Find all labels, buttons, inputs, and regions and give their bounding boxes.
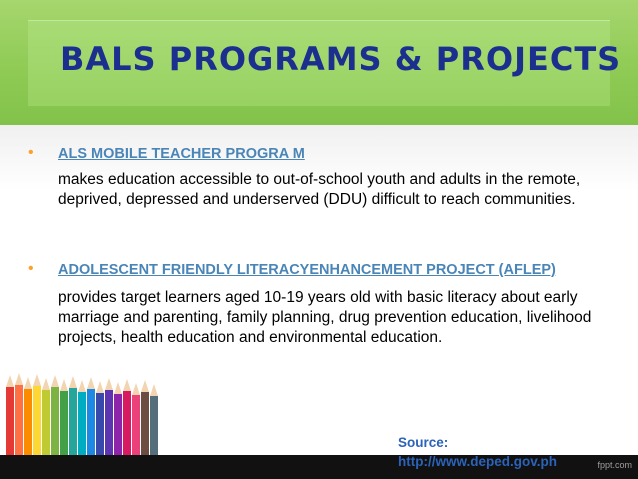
watermark: fppt.com [597,460,632,470]
bullet-2-heading: ADOLESCENT FRIENDLY LITERACYENHANCEMENT PROJECT (AFLEP) [58,262,556,278]
source-label: Source: [398,435,449,450]
source-citation [398,433,557,471]
bullet-2-description: provides target learners aged 10-19 years old with basic literacy about early marriage and parenting, family planning, drug prevention education, livelihood projects, health education and environmental education. [58,289,592,346]
bullet-1-dot: • [28,144,34,161]
bullet-1-heading: ALS MOBILE TEACHER PROGRA M [58,146,305,162]
bullet-1-description: makes education accessible to out-of-school youth and adults in the remote, deprived, depressed and underserved (DDU) difficult to reach communities. [58,171,581,208]
slide-title: BALS PROGRAMS & PROJECTS [60,40,622,78]
source-link[interactable]: http://www.deped.gov.ph [398,454,557,469]
bullet-2-dot: • [28,260,34,277]
